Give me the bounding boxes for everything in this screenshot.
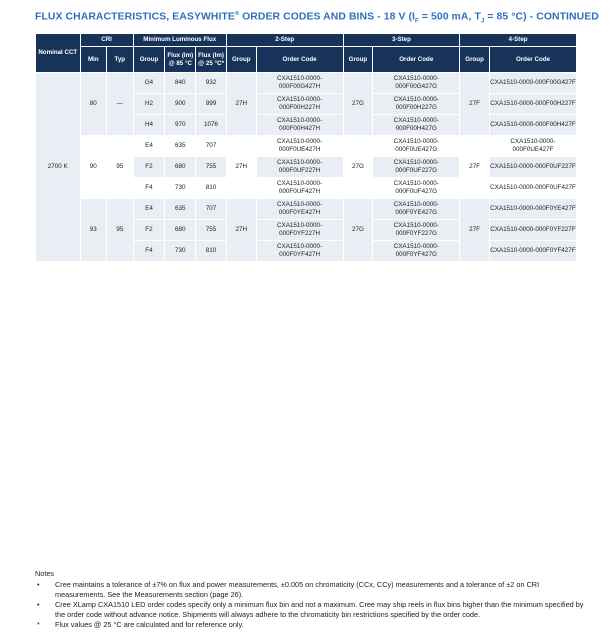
step3-order-code: CXA1510-0000-000F00G427G (373, 73, 460, 94)
flux-85-cell: 840 (165, 73, 196, 94)
header-2-step: 2-Step (226, 34, 343, 47)
step3-group-cell: 27G (343, 136, 373, 199)
note-text: Flux values @ 25 °C are calculated and for reference only. (55, 620, 244, 629)
flux-25-cell: 1076 (196, 115, 227, 136)
header-4step-group: Group (460, 47, 490, 73)
flux-85-cell: 900 (165, 94, 196, 115)
flux-85-cell: 680 (165, 220, 196, 241)
table-row (36, 73, 577, 94)
step2-order-code: CXA1510-0000-000F0UF227H (256, 157, 343, 178)
notes-list (35, 580, 585, 630)
step4-order-code: CXA1510-0000-000F0UF427F (489, 178, 576, 199)
header-typ: Typ (107, 47, 134, 73)
flux-group-cell: F4 (133, 241, 165, 262)
header-2step-group: Group (226, 47, 256, 73)
step2-order-code: CXA1510-0000-000F00H427H (256, 115, 343, 136)
header-min: Min (80, 47, 107, 73)
step3-order-code: CXA1510-0000-000F00H227G (373, 94, 460, 115)
cri-min-cell: 90 (80, 136, 107, 199)
note-bullet: • (37, 600, 40, 609)
cri-typ-cell: 95 (107, 136, 134, 199)
step2-order-code: CXA1510-0000-000F0YE427H (256, 199, 343, 220)
header-flux-25: Flux (lm) @ 25 °C* (196, 47, 227, 73)
step3-order-code: CXA1510-0000-000F00H427G (373, 115, 460, 136)
flux-group-cell: F2 (133, 220, 165, 241)
step3-group-cell: 27G (343, 199, 373, 262)
step2-order-code: CXA1510-0000-000F0UF427H (256, 178, 343, 199)
step2-order-code: CXA1510-0000-000F0UE427H (256, 136, 343, 157)
flux-group-cell: E4 (133, 199, 165, 220)
flux-25-cell: 810 (196, 178, 227, 199)
step4-order-code: CXA1510-0000-000F0UE427F (489, 136, 576, 157)
flux-25-cell: 755 (196, 220, 227, 241)
flux-85-cell: 970 (165, 115, 196, 136)
step2-group-cell: 27H (226, 136, 256, 199)
step2-group-cell: 27H (226, 199, 256, 262)
table-header (36, 34, 577, 73)
header-group: Group (133, 47, 165, 73)
step2-order-code: CXA1510-0000-000F0YF427H (256, 241, 343, 262)
flux-group-cell: H2 (133, 94, 165, 115)
note-text: Cree maintains a tolerance of ±7% on flux and power measurements, ±0.005 on chromaticity (CCx, CCy) measurements and a tolerance of ±2 on CRI measurements. See the Measurements section (page 26). (55, 580, 540, 599)
cct-cell: 2700 K (36, 73, 81, 262)
note-item (35, 620, 585, 630)
step2-order-code: CXA1510-0000-000F00H227H (256, 94, 343, 115)
step3-order-code: CXA1510-0000-000F0YF227G (373, 220, 460, 241)
flux-85-cell: 680 (165, 157, 196, 178)
step3-group-cell: 27G (343, 73, 373, 136)
flux-25-cell: 755 (196, 157, 227, 178)
cri-typ-cell: 95 (107, 199, 134, 262)
flux-25-cell: 810 (196, 241, 227, 262)
step4-group-cell: 27F (460, 136, 490, 199)
step4-order-code: CXA1510-0000-000F00H227F (489, 94, 576, 115)
header-3-step: 3-Step (343, 34, 460, 47)
header-cri: CRI (80, 34, 133, 47)
note-text: Cree XLamp CXA1510 LED order codes specify only a minimum flux bin and not a maximum. Cree may ship reels in flux bins higher than the minimum specified by the order code without advance notice. Shipments will always adhere to the chromaticity bin restrictions specified by the order code. (55, 600, 584, 619)
header-3step-order-code: Order Code (373, 47, 460, 73)
flux-25-cell: 707 (196, 136, 227, 157)
step4-order-code: CXA1510-0000-000F00H427F (489, 115, 576, 136)
table-row (36, 199, 577, 220)
notes-title: Notes (35, 569, 55, 578)
step4-order-code: CXA1510-0000-000F0YF227F (489, 220, 576, 241)
flux-25-cell: 932 (196, 73, 227, 94)
note-bullet: • (37, 580, 40, 589)
note-bullet: * (37, 620, 40, 629)
step4-order-code: CXA1510-0000-000F0YE427F (489, 199, 576, 220)
flux-group-cell: G4 (133, 73, 165, 94)
header-nominal-cct: Nominal CCT (36, 34, 81, 73)
flux-85-cell: 730 (165, 241, 196, 262)
notes-section (35, 569, 585, 630)
step2-order-code: CXA1510-0000-000F00G427H (256, 73, 343, 94)
flux-table (35, 33, 577, 262)
note-item (35, 580, 585, 600)
step2-group-cell: 27H (226, 73, 256, 136)
header-4step-order-code: Order Code (489, 47, 576, 73)
cri-min-cell: 93 (80, 199, 107, 262)
header-3step-group: Group (343, 47, 373, 73)
flux-group-cell: F4 (133, 178, 165, 199)
note-item (35, 600, 585, 620)
header-4-step: 4-Step (460, 34, 577, 47)
header-2step-order-code: Order Code (256, 47, 343, 73)
cri-min-cell: 80 (80, 73, 107, 136)
header-min-flux: Minimum Luminous Flux (133, 34, 226, 47)
step4-order-code: CXA1510-0000-000F0UF227F (489, 157, 576, 178)
step3-order-code: CXA1510-0000-000F0YF427G (373, 241, 460, 262)
step4-group-cell: 27F (460, 73, 490, 136)
step3-order-code: CXA1510-0000-000F0UF227G (373, 157, 460, 178)
step4-group-cell: 27F (460, 199, 490, 262)
flux-85-cell: 730 (165, 178, 196, 199)
flux-25-cell: 707 (196, 199, 227, 220)
flux-group-cell: H4 (133, 115, 165, 136)
table-row (36, 136, 577, 157)
step3-order-code: CXA1510-0000-000F0UF427G (373, 178, 460, 199)
flux-85-cell: 635 (165, 136, 196, 157)
page-title: FLUX CHARACTERISTICS, EASYWHITE® ORDER CODES AND BINS - 18 V ($I_F = 500$ mA, $T_J = 85$ °C) - CONTINUED (35, 11, 599, 25)
flux-group-cell: E4 (133, 136, 165, 157)
flux-group-cell: F2 (133, 157, 165, 178)
flux-85-cell: 635 (165, 199, 196, 220)
cri-typ-cell: — (107, 73, 134, 136)
flux-25-cell: 999 (196, 94, 227, 115)
header-flux-85: Flux (lm) @ 85 °C (165, 47, 196, 73)
step4-order-code: CXA1510-0000-000F0YF427F (489, 241, 576, 262)
step3-order-code: CXA1510-0000-000F0YE427G (373, 199, 460, 220)
step2-order-code: CXA1510-0000-000F0YF227H (256, 220, 343, 241)
step3-order-code: CXA1510-0000-000F0UE427G (373, 136, 460, 157)
step4-order-code: CXA1510-0000-000F00G427F (489, 73, 576, 94)
